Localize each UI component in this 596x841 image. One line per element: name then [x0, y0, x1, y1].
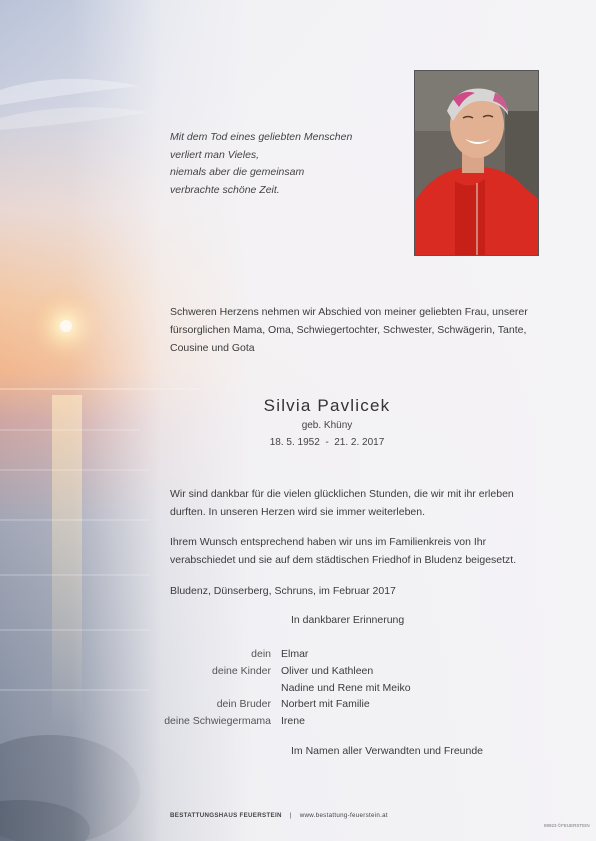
mourner-row — [150, 663, 411, 680]
mourner-names: Nadine und Rene mit Meiko — [281, 681, 411, 694]
memorial-quote — [170, 129, 352, 199]
mourner-names: Elmar — [281, 648, 309, 660]
mourner-relation: dein — [251, 648, 271, 660]
mourner-row — [150, 713, 411, 730]
mourner-names: Norbert mit Familie — [281, 698, 370, 711]
footer — [170, 812, 388, 819]
quote-line: verliert man Vieles, — [170, 148, 260, 161]
funeral-home-website[interactable]: www.bestattung-feuerstein.at — [299, 812, 388, 819]
place-date-line: Bludenz, Dünserberg, Schruns, im Februar 2017 — [170, 585, 396, 597]
gratitude-line: In dankbarer Erinnerung — [291, 614, 405, 626]
mourner-row — [150, 646, 411, 663]
mourner-row — [150, 680, 411, 697]
print-code: 89923 ©FEUERSTEIN — [544, 823, 590, 828]
closing-line: Im Namen aller Verwandten und Freunde — [291, 745, 484, 757]
portrait-photo — [414, 70, 539, 256]
mourner-relation: deine Kinder — [212, 664, 271, 677]
burial-paragraph: Ihrem Wunsch entsprechend haben wir uns im Familienkreis von Ihr verabschiedet und sie auf dem städtischen Friedhof in Bludenz beigesetzt. — [170, 536, 517, 566]
quote-line: niemals aber die gemeinsam — [170, 166, 305, 179]
mourner-relation: deine Schwiegermama — [164, 715, 271, 728]
mourner-row — [150, 696, 411, 713]
mourner-relation: dein Bruder — [216, 698, 271, 711]
mourner-names: Irene — [281, 715, 305, 728]
footer-separator: | — [289, 812, 292, 819]
mourners-list — [150, 646, 411, 730]
mourner-relation — [150, 680, 281, 697]
thanks-paragraph: Wir sind dankbar für die vielen glücklichen Stunden, die wir mit ihr erleben durften. In unseren Herzen wird sie immer weiterleben. — [170, 488, 514, 518]
quote-line: verbrachte schöne Zeit. — [170, 183, 280, 196]
quote-line: Mit dem Tod eines geliebten Menschen — [170, 131, 353, 143]
maiden-name: geb. Khüny — [301, 420, 353, 431]
funeral-home-name: BESTATTUNGSHAUS FEUERSTEIN — [170, 812, 282, 819]
life-dates: 18. 5. 1952 - 21. 2. 2017 — [269, 437, 385, 448]
mourner-names: Oliver und Kathleen — [281, 664, 374, 677]
deceased-name: Silvia Pavlicek — [263, 396, 391, 415]
intro-text: Schweren Herzens nehmen wir Abschied von meiner geliebten Frau, unserer fürsorglichen Mama, Oma, Schwiegertochter, Schwester, Schwägerin, Tante, Cousine und Gota — [170, 306, 528, 354]
